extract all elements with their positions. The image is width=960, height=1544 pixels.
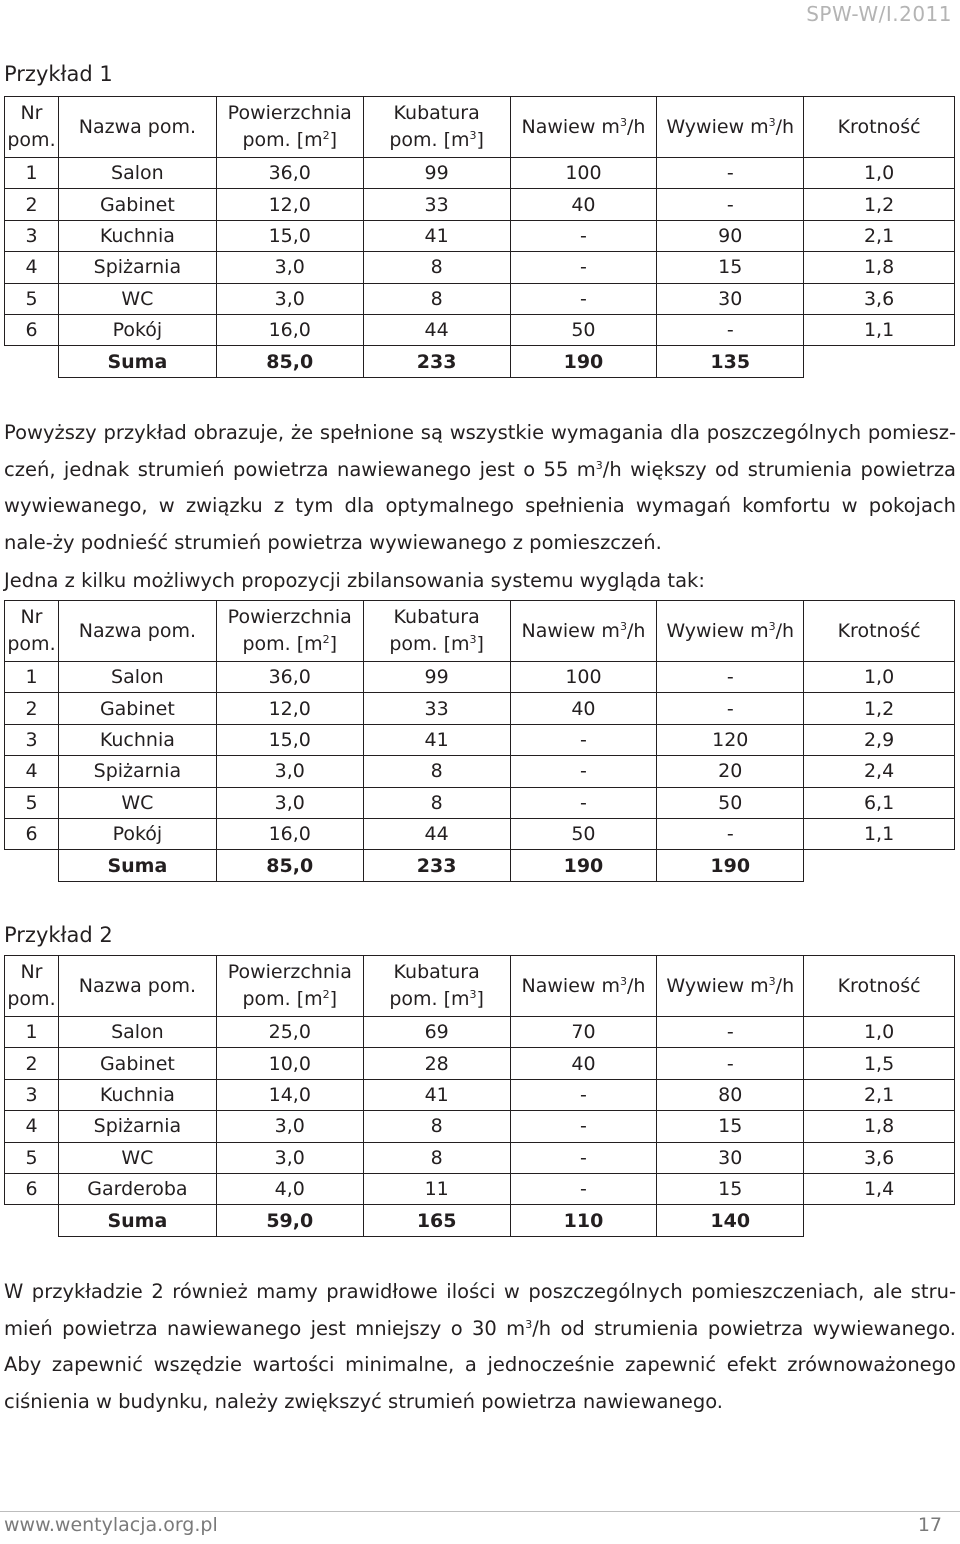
cell-area: 3,0 — [216, 787, 363, 818]
cell-rate: 1,1 — [804, 818, 955, 849]
cell-nr: 2 — [5, 693, 59, 724]
cell-area: 15,0 — [216, 220, 363, 251]
cell-exhaust: - — [657, 1048, 804, 1079]
cell-volume: 8 — [363, 1142, 510, 1173]
cell-room-name: Spiżarnia — [58, 252, 216, 283]
cell-rate: 1,5 — [804, 1048, 955, 1079]
cell-nr: 2 — [5, 1048, 59, 1079]
cell-area: 16,0 — [216, 314, 363, 345]
cell-rate: 1,2 — [804, 189, 955, 220]
cell-area: 12,0 — [216, 189, 363, 220]
sum-rate-empty — [804, 346, 955, 378]
cell-nr: 6 — [5, 818, 59, 849]
cell-room-name: WC — [58, 787, 216, 818]
table-row — [5, 158, 955, 189]
cell-volume: 44 — [363, 314, 510, 345]
sum-supply: 190 — [510, 850, 657, 882]
table-row — [5, 1173, 955, 1204]
cell-rate: 1,0 — [804, 662, 955, 693]
cell-exhaust: 120 — [657, 724, 804, 755]
table-row — [5, 724, 955, 755]
cell-area: 36,0 — [216, 158, 363, 189]
sum-rate-empty — [804, 1205, 955, 1237]
cell-area: 15,0 — [216, 724, 363, 755]
cell-exhaust: - — [657, 189, 804, 220]
sum-area: 85,0 — [216, 346, 363, 378]
cell-volume: 33 — [363, 693, 510, 724]
cell-exhaust: - — [657, 693, 804, 724]
table-row — [5, 252, 955, 283]
cell-nr: 6 — [5, 314, 59, 345]
sum-volume: 233 — [363, 346, 510, 378]
cell-supply: 40 — [510, 189, 657, 220]
cell-volume: 8 — [363, 283, 510, 314]
sum-supply: 110 — [510, 1205, 657, 1237]
sum-row — [5, 1205, 955, 1237]
cell-rate: 1,8 — [804, 1111, 955, 1142]
col-header-rate: Krotność — [804, 956, 955, 1017]
cell-supply: - — [510, 220, 657, 251]
cell-nr: 2 — [5, 189, 59, 220]
table-header-row — [5, 97, 955, 158]
sum-label: Suma — [58, 346, 216, 378]
table-row — [5, 662, 955, 693]
sum-volume: 233 — [363, 850, 510, 882]
cell-nr: 3 — [5, 1079, 59, 1110]
cell-exhaust: 50 — [657, 787, 804, 818]
cell-room-name: Kuchnia — [58, 1079, 216, 1110]
footer-website: www.wentylacja.org.pl — [4, 1514, 218, 1536]
cell-volume: 41 — [363, 724, 510, 755]
cell-exhaust: - — [657, 818, 804, 849]
sum-volume: 165 — [363, 1205, 510, 1237]
cell-volume: 99 — [363, 158, 510, 189]
cell-volume: 8 — [363, 787, 510, 818]
cell-room-name: Spiżarnia — [58, 1111, 216, 1142]
cell-supply: 50 — [510, 314, 657, 345]
cell-room-name: Salon — [58, 158, 216, 189]
cell-rate: 1,4 — [804, 1173, 955, 1204]
table-row — [5, 1079, 955, 1110]
cell-rate: 1,0 — [804, 1017, 955, 1048]
cell-area: 36,0 — [216, 662, 363, 693]
sum-area: 59,0 — [216, 1205, 363, 1237]
cell-supply: 40 — [510, 693, 657, 724]
cell-nr: 3 — [5, 220, 59, 251]
cell-rate: 1,2 — [804, 693, 955, 724]
cell-supply: 70 — [510, 1017, 657, 1048]
col-header-area: Powierzchnia pom. $[m^2]$ — [216, 97, 363, 158]
cell-supply: - — [510, 252, 657, 283]
ventilation-table-3 — [4, 955, 955, 1237]
cell-exhaust: 15 — [657, 1111, 804, 1142]
col-header-name: Nazwa pom. — [58, 956, 216, 1017]
cell-exhaust: - — [657, 662, 804, 693]
cell-room-name: Gabinet — [58, 693, 216, 724]
cell-area: 3,0 — [216, 1142, 363, 1173]
table-row — [5, 1142, 955, 1173]
cell-exhaust: 30 — [657, 283, 804, 314]
cell-exhaust: - — [657, 158, 804, 189]
cell-supply: - — [510, 283, 657, 314]
cell-area: 4,0 — [216, 1173, 363, 1204]
cell-supply: 100 — [510, 158, 657, 189]
cell-rate: 3,6 — [804, 1142, 955, 1173]
cell-area: 3,0 — [216, 1111, 363, 1142]
sum-exhaust: 140 — [657, 1205, 804, 1237]
cell-room-name: WC — [58, 1142, 216, 1173]
sum-row — [5, 346, 955, 378]
col-header-rate: Krotność — [804, 97, 955, 158]
sum-spacer — [5, 1205, 59, 1237]
cell-room-name: Salon — [58, 1017, 216, 1048]
cell-nr: 4 — [5, 756, 59, 787]
cell-room-name: Kuchnia — [58, 724, 216, 755]
sum-row — [5, 850, 955, 882]
table-row — [5, 1048, 955, 1079]
table-row — [5, 314, 955, 345]
cell-area: 3,0 — [216, 283, 363, 314]
cell-room-name: Salon — [58, 662, 216, 693]
col-header-area: Powierzchnia pom. $[m^2]$ — [216, 956, 363, 1017]
cell-volume: 11 — [363, 1173, 510, 1204]
table-row — [5, 1111, 955, 1142]
col-header-nr: Nr pom. — [5, 97, 59, 158]
cell-exhaust: 15 — [657, 1173, 804, 1204]
cell-room-name: Pokój — [58, 818, 216, 849]
cell-nr: 1 — [5, 1017, 59, 1048]
footer-divider — [0, 1511, 960, 1512]
col-header-volume: Kubatura pom. $[m^3]$ — [363, 601, 510, 662]
proposal-intro: Jedna z kilku możliwych propozycji zbilansowania systemu wygląda tak: — [4, 569, 705, 592]
table-header-row — [5, 601, 955, 662]
table-row — [5, 756, 955, 787]
sum-rate-empty — [804, 850, 955, 882]
cell-rate: 2,9 — [804, 724, 955, 755]
cell-area: 3,0 — [216, 756, 363, 787]
cell-supply: 50 — [510, 818, 657, 849]
cell-rate: 1,8 — [804, 252, 955, 283]
cell-nr: 5 — [5, 283, 59, 314]
cell-rate: 2,4 — [804, 756, 955, 787]
cell-rate: 1,1 — [804, 314, 955, 345]
sum-spacer — [5, 346, 59, 378]
cell-nr: 5 — [5, 787, 59, 818]
cell-nr: 1 — [5, 662, 59, 693]
sum-exhaust: 135 — [657, 346, 804, 378]
cell-supply: 100 — [510, 662, 657, 693]
sum-spacer — [5, 850, 59, 882]
table-row — [5, 220, 955, 251]
cell-volume: 8 — [363, 1111, 510, 1142]
cell-volume: 8 — [363, 252, 510, 283]
cell-area: 14,0 — [216, 1079, 363, 1110]
col-header-exhaust: Wywiew $m^3/h$ — [657, 956, 804, 1017]
cell-supply: - — [510, 787, 657, 818]
ventilation-table-2 — [4, 600, 955, 882]
col-header-nr: Nr pom. — [5, 956, 59, 1017]
table-header-row — [5, 956, 955, 1017]
cell-area: 3,0 — [216, 252, 363, 283]
cell-room-name: Gabinet — [58, 1048, 216, 1079]
cell-volume: 41 — [363, 220, 510, 251]
example-1-description: Powyższy przykład obrazuje, że spełnione są wszystkie wymagania dla poszczególnych pomiesz-czeń, jednak strumień powietrza nawiewanego jest o 55 $m^3/h$ większy od strumienia powietrza wywiewanego, w związku z tym dla optymalnego spełnienia wymagań komfortu w pokojach nale-ży podnieść strumień powietrza wywiewanego z pomieszczeń. — [4, 421, 957, 554]
table-row — [5, 1017, 955, 1048]
example-1-title: Przykład 1 — [4, 62, 113, 86]
cell-room-name: WC — [58, 283, 216, 314]
cell-supply: 40 — [510, 1048, 657, 1079]
sum-exhaust: 190 — [657, 850, 804, 882]
cell-supply: - — [510, 756, 657, 787]
col-header-name: Nazwa pom. — [58, 601, 216, 662]
cell-area: 12,0 — [216, 693, 363, 724]
cell-volume: 69 — [363, 1017, 510, 1048]
col-header-supply: Nawiew $m^3/h$ — [510, 601, 657, 662]
cell-rate: 2,1 — [804, 220, 955, 251]
cell-supply: - — [510, 1173, 657, 1204]
document-code: SPW-W/I.2011 — [806, 2, 952, 26]
cell-volume: 99 — [363, 662, 510, 693]
cell-room-name: Spiżarnia — [58, 756, 216, 787]
col-header-supply: Nawiew $m^3/h$ — [510, 97, 657, 158]
cell-room-name: Garderoba — [58, 1173, 216, 1204]
cell-nr: 4 — [5, 1111, 59, 1142]
cell-area: 16,0 — [216, 818, 363, 849]
col-header-nr: Nr pom. — [5, 601, 59, 662]
cell-rate: 2,1 — [804, 1079, 955, 1110]
cell-area: 25,0 — [216, 1017, 363, 1048]
col-header-exhaust: Wywiew $m^3/h$ — [657, 601, 804, 662]
cell-supply: - — [510, 1111, 657, 1142]
cell-room-name: Pokój — [58, 314, 216, 345]
cell-exhaust: 15 — [657, 252, 804, 283]
cell-nr: 1 — [5, 158, 59, 189]
cell-exhaust: - — [657, 1017, 804, 1048]
cell-volume: 28 — [363, 1048, 510, 1079]
cell-exhaust: 20 — [657, 756, 804, 787]
cell-nr: 6 — [5, 1173, 59, 1204]
cell-supply: - — [510, 1142, 657, 1173]
table-row — [5, 283, 955, 314]
cell-area: 10,0 — [216, 1048, 363, 1079]
sum-label: Suma — [58, 850, 216, 882]
table-row — [5, 693, 955, 724]
example-2-description: W przykładzie 2 również mamy prawidłowe ilości w poszczególnych pomieszczeniach, ale stru-mień powietrza nawiewanego jest mniejszy o 30 $m^3/h$ od strumienia powietrza wywiewanego. Aby zapewnić wszędzie wartości minimalne, a jednocześnie zapewnić efekt zrównoważonego ciśnienia w budynku, należy zwiększyć strumień powietrza nawiewanego. — [4, 1280, 957, 1413]
sum-label: Suma — [58, 1205, 216, 1237]
col-header-area: Powierzchnia pom. $[m^2]$ — [216, 601, 363, 662]
cell-exhaust: 80 — [657, 1079, 804, 1110]
cell-room-name: Gabinet — [58, 189, 216, 220]
example-2-title: Przykład 2 — [4, 923, 113, 947]
col-header-supply: Nawiew $m^3/h$ — [510, 956, 657, 1017]
col-header-exhaust: Wywiew $m^3/h$ — [657, 97, 804, 158]
cell-rate: 1,0 — [804, 158, 955, 189]
sum-supply: 190 — [510, 346, 657, 378]
cell-supply: - — [510, 724, 657, 755]
col-header-rate: Krotność — [804, 601, 955, 662]
col-header-name: Nazwa pom. — [58, 97, 216, 158]
cell-exhaust: 90 — [657, 220, 804, 251]
table-row — [5, 189, 955, 220]
cell-nr: 4 — [5, 252, 59, 283]
cell-rate: 6,1 — [804, 787, 955, 818]
table-row — [5, 818, 955, 849]
sum-area: 85,0 — [216, 850, 363, 882]
cell-volume: 33 — [363, 189, 510, 220]
col-header-volume: Kubatura pom. $[m^3]$ — [363, 97, 510, 158]
cell-volume: 44 — [363, 818, 510, 849]
cell-exhaust: 30 — [657, 1142, 804, 1173]
cell-volume: 8 — [363, 756, 510, 787]
cell-room-name: Kuchnia — [58, 220, 216, 251]
cell-nr: 3 — [5, 724, 59, 755]
page-number: 17 — [917, 1514, 942, 1536]
cell-exhaust: - — [657, 314, 804, 345]
col-header-volume: Kubatura pom. $[m^3]$ — [363, 956, 510, 1017]
cell-supply: - — [510, 1079, 657, 1110]
cell-rate: 3,6 — [804, 283, 955, 314]
table-row — [5, 787, 955, 818]
ventilation-table-1 — [4, 96, 955, 378]
cell-nr: 5 — [5, 1142, 59, 1173]
cell-volume: 41 — [363, 1079, 510, 1110]
